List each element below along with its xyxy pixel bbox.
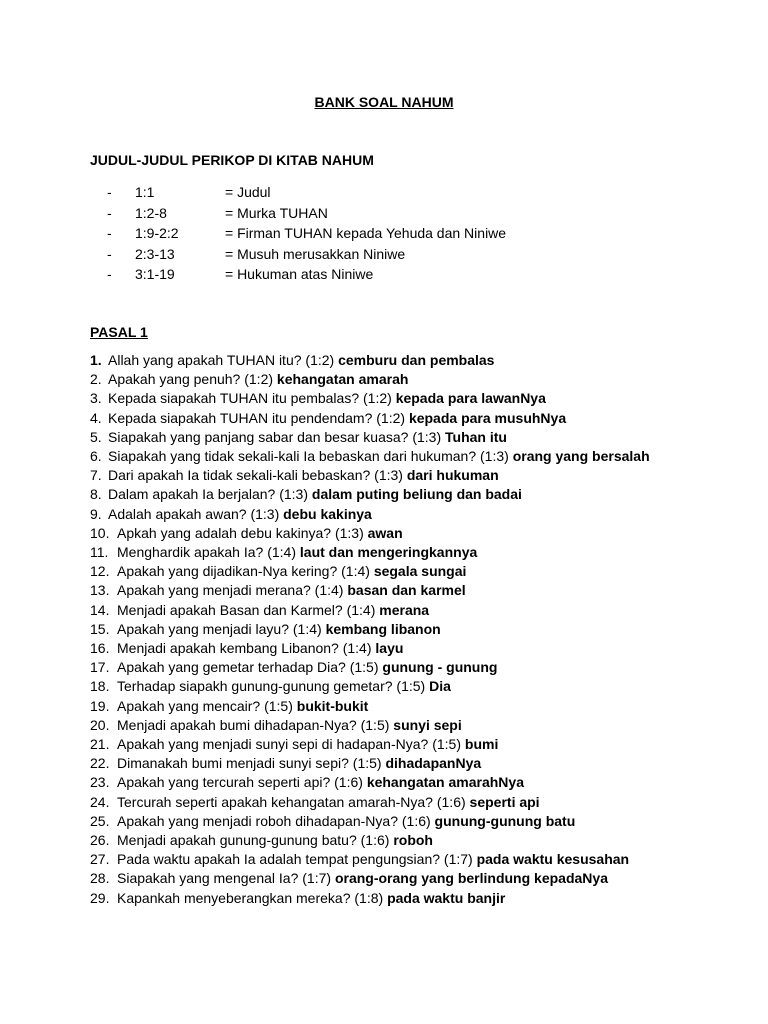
question-item [90,735,690,754]
perikop-ref: 1:2-8 [135,204,167,221]
perikop-title: = Murka TUHAN [225,204,328,221]
question-text: Apakah yang menjadi roboh dihadapan-Nya? (1:6) [117,812,435,829]
question-item [90,658,690,677]
question-item [90,639,690,658]
question-number: 17. [90,659,110,676]
question-text: Siapakah yang tidak sekali-kali Ia bebaskan dari hukuman? (1:3) [108,448,513,465]
question-number: 13. [90,582,110,599]
question-item [90,677,690,696]
answer-text: laut dan mengeringkannya [299,544,478,561]
question-item [90,581,690,600]
question-number: 7. [90,467,102,484]
perikop-ref: 1:9-2:2 [135,225,179,241]
question-number: 27. [90,851,110,868]
answer-text: merana [379,601,430,618]
question-number: 19. [90,697,110,714]
answer-text: bukit-bukit [296,697,369,714]
question-item [90,524,690,543]
question-text: Apakah yang gemetar terhadap Dia? (1:5) [117,659,383,676]
question-item [90,889,690,908]
question-text: Menjadi apakah gunung-gunung batu? (1:6) [117,832,394,849]
question-text: Apakah yang menjadi layu? (1:4) [117,620,326,637]
question-text: Apakah yang penuh? (1:2) [108,371,277,388]
question-item [90,716,690,735]
question-number: 28. [90,870,110,887]
list-dash: - [107,266,112,282]
question-text: Adalah apakah awan? (1:3) [108,505,284,522]
answer-text: orang-orang yang berlindung kepadaNya [334,870,608,887]
answer-text: kehangatan amarah [276,371,409,388]
answer-text: seperti api [469,793,540,810]
list-dash: - [107,225,112,241]
question-number: 9. [90,505,102,522]
answer-text: awan [367,524,403,541]
answer-text: layu [375,640,404,657]
answer-text: dalam puting beliung dan badai [311,486,522,503]
question-item [90,773,690,792]
answer-text: cemburu dan pembalas [338,352,495,368]
question-item [90,428,690,447]
question-item [90,562,690,581]
question-number: 24. [90,793,110,810]
answer-text: basan dan karmel [347,582,466,599]
answer-text: gunung-gunung batu [434,812,576,829]
question-number: 16. [90,640,110,657]
question-number: 29. [90,889,110,906]
answer-text: orang yang bersalah [512,448,650,465]
question-number: 6. [90,448,102,465]
question-number: 8. [90,486,102,503]
question-item [90,620,690,639]
question-text: Dalam apakah Ia berjalan? (1:3) [108,486,312,503]
perikop-ref: 2:3-13 [135,245,175,262]
question-item [90,505,690,524]
question-text: Pada waktu apakah Ia adalah tempat pengungsian? (1:7) [117,851,477,868]
answer-text: kehangatan amarahNya [366,774,524,791]
question-item [90,543,690,562]
question-text: Tercurah seperti apakah kehangatan amarah-Nya? (1:6) [117,793,470,810]
answer-text: dihadapanNya [385,755,482,772]
question-number: 5. [90,428,102,445]
perikop-title: = Hukuman atas Niniwe [225,266,374,282]
question-text: Apakah yang mencair? (1:5) [117,697,297,714]
question-text: Dimanakah bumi menjadi sunyi sepi? (1:5) [117,755,386,772]
answer-text: pada waktu banjir [387,889,506,906]
perikop-title: = Firman TUHAN kepada Yehuda dan Niniwe [225,225,507,241]
question-number: 25. [90,812,110,829]
question-text: Kepada siapakah TUHAN itu pendendam? (1:2) [108,409,409,426]
question-number: 1. [90,352,102,368]
question-text: Menjadi apakah kembang Libanon? (1:4) [117,640,376,657]
question-item [90,409,690,428]
perikop-row [90,203,650,224]
question-text: Kapankah menyeberangkan mereka? (1:8) [117,889,388,906]
question-text: Apakah yang menjadi merana? (1:4) [117,582,348,599]
pasal-heading: PASAL 1 [90,324,148,340]
question-item [90,697,690,716]
question-number: 26. [90,832,110,849]
answer-text: Tuhan itu [445,428,507,445]
question-text: Menjadi apakah Basan dan Karmel? (1:4) [117,601,380,618]
question-list [90,351,690,908]
answer-text: segala sungai [373,563,467,580]
question-number: 12. [90,563,110,580]
question-number: 2. [90,371,102,388]
question-number: 20. [90,716,110,733]
answer-text: bumi [464,736,499,753]
perikop-row [90,244,650,265]
question-text: Apkah yang adalah debu kakinya? (1:3) [117,524,368,541]
question-number: 22. [90,755,110,772]
perikop-ref: 1:1 [135,184,155,200]
answer-text: sunyi sepi [393,716,462,733]
answer-text: kepada para lawanNya [395,390,546,407]
question-text: Apakah yang tercurah seperti api? (1:6) [117,774,367,791]
question-text: Dari apakah Ia tidak sekali-kali bebaskan? (1:3) [108,467,407,484]
answer-text: debu kakinya [283,505,372,522]
perikop-title: = Musuh merusakkan Niniwe [225,245,406,262]
question-text: Siapakah yang mengenal Ia? (1:7) [117,870,335,887]
question-item [90,466,690,485]
question-number: 3. [90,390,102,407]
perikop-ref: 3:1-19 [135,266,175,282]
question-item [90,812,690,831]
question-number: 21. [90,736,110,753]
answer-text: kembang libanon [325,620,441,637]
question-text: Siapakah yang panjang sabar dan besar kuasa? (1:3) [108,428,446,445]
question-number: 4. [90,409,102,426]
perikop-row [90,223,650,244]
question-item [90,754,690,773]
list-dash: - [107,184,112,200]
perikop-row [90,182,650,203]
question-item [90,869,690,888]
question-text: Allah yang apakah TUHAN itu? (1:2) [108,352,339,368]
question-text: Menjadi apakah bumi dihadapan-Nya? (1:5) [117,716,394,733]
question-item [90,447,690,466]
list-dash: - [107,245,112,262]
list-dash: - [107,204,112,221]
question-item [90,601,690,620]
perikop-list [90,182,650,285]
question-number: 18. [90,678,110,695]
perikop-heading: JUDUL-JUDUL PERIKOP DI KITAB NAHUM [90,152,374,168]
page-title: BANK SOAL NAHUM [314,94,454,110]
question-number: 23. [90,774,110,791]
question-text: Apakah yang dijadikan-Nya kering? (1:4) [117,563,374,580]
question-text: Terhadap siapakh gunung-gunung gemetar? (1:5) [117,678,430,695]
perikop-title: = Judul [225,184,271,200]
question-item [90,351,690,370]
answer-text: pada waktu kesusahan [476,851,630,868]
question-text: Apakah yang menjadi sunyi sepi di hadapan-Nya? (1:5) [117,736,465,753]
question-item [90,370,690,389]
perikop-row [90,264,650,285]
question-item [90,850,690,869]
question-item [90,389,690,408]
answer-text: gunung - gunung [382,659,498,676]
question-number: 15. [90,620,110,637]
question-item [90,831,690,850]
answer-text: roboh [393,832,433,849]
question-item [90,485,690,504]
answer-text: dari hukuman [406,467,499,484]
answer-text: Dia [429,678,451,695]
question-text: Kepada siapakah TUHAN itu pembalas? (1:2) [108,390,396,407]
question-number: 10. [90,524,110,541]
question-number: 14. [90,601,110,618]
answer-text: kepada para musuhNya [408,409,567,426]
question-number: 11. [90,544,109,561]
question-item [90,793,690,812]
question-text: Menghardik apakah Ia? (1:4) [117,544,300,561]
